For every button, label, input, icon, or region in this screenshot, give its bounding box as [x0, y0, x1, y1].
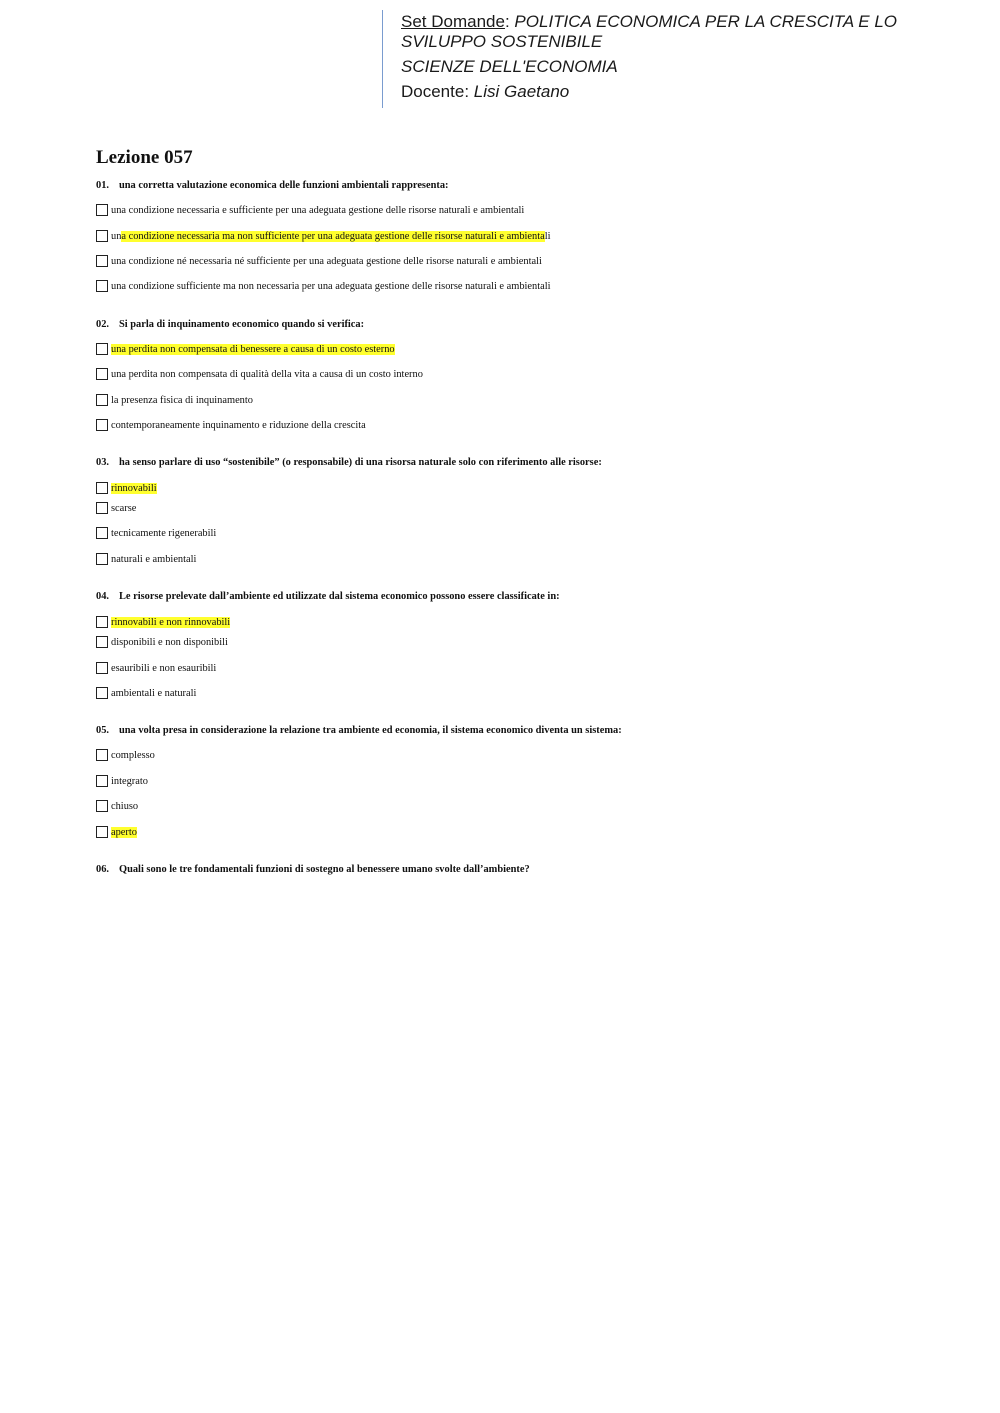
question-number: 02. — [96, 319, 109, 330]
teacher-label: Docente: — [401, 82, 470, 101]
option-highlighted-text: rinnovabili — [111, 482, 157, 494]
set-colon: : — [504, 12, 510, 31]
option-text: disponibili e non disponibili — [111, 636, 228, 648]
question-heading — [96, 864, 956, 875]
checkbox[interactable] — [96, 280, 108, 292]
checkbox[interactable] — [96, 553, 108, 565]
answer-option[interactable] — [96, 500, 136, 516]
checkbox[interactable] — [96, 687, 108, 699]
answer-option[interactable] — [96, 773, 148, 789]
checkbox[interactable] — [96, 800, 108, 812]
answer-option[interactable] — [96, 202, 524, 218]
checkbox[interactable] — [96, 527, 108, 539]
option-text: tecnicamente rigenerabili — [111, 527, 217, 539]
option-text: contemporaneamente inquinamento e riduzione della crescita — [111, 419, 366, 431]
answer-option[interactable] — [96, 685, 196, 701]
answer-option[interactable] — [96, 614, 230, 630]
answer-option[interactable] — [96, 634, 228, 650]
set-label: Set Domande — [401, 12, 505, 31]
option-text: chiuso — [111, 800, 139, 812]
question-text: Si parla di inquinamento economico quando si verifica: — [119, 319, 365, 330]
option-text: un — [111, 230, 122, 242]
answer-option[interactable] — [96, 824, 137, 840]
checkbox[interactable] — [96, 636, 108, 648]
option-text: esauribili e non esauribili — [111, 662, 217, 674]
question-text: Quali sono le tre fondamentali funzioni di sostegno al benessere umano svolte dall’ambiente? — [119, 864, 530, 875]
question-number: 01. — [96, 180, 109, 191]
checkbox[interactable] — [96, 204, 108, 216]
answer-option[interactable] — [96, 278, 551, 294]
checkbox[interactable] — [96, 419, 108, 431]
question-heading — [96, 180, 956, 191]
answer-option[interactable] — [96, 747, 155, 763]
question-text: ha senso parlare di uso “sostenibile” (o responsabile) di una risorsa naturale solo con riferimento alle risorse: — [119, 457, 602, 468]
option-text-suffix: li — [544, 230, 551, 242]
checkbox[interactable] — [96, 394, 108, 406]
checkbox[interactable] — [96, 343, 108, 355]
option-highlighted-text: a condizione necessaria ma non sufficiente per una adeguata gestione delle risorse naturali e ambienta — [121, 230, 545, 242]
document-header — [382, 10, 942, 108]
option-text: una perdita non compensata di qualità della vita a causa di un costo interno — [111, 368, 423, 380]
checkbox[interactable] — [96, 502, 108, 514]
question-number: 06. — [96, 864, 109, 875]
teacher-name: Lisi Gaetano — [473, 82, 570, 101]
answer-option[interactable] — [96, 366, 423, 382]
checkbox[interactable] — [96, 826, 108, 838]
answer-option[interactable] — [96, 798, 138, 814]
checkbox[interactable] — [96, 749, 108, 761]
question-text: Le risorse prelevate dall’ambiente ed utilizzate dal sistema economico possono essere classificate in: — [119, 591, 560, 602]
answer-option[interactable] — [96, 551, 196, 567]
question-heading — [96, 457, 956, 468]
answer-option[interactable] — [96, 228, 551, 244]
option-highlighted-text: una perdita non compensata di benessere a causa di un costo esterno — [111, 343, 395, 355]
course-title-line1: POLITICA ECONOMICA PER LA CRESCITA E LO — [514, 12, 897, 31]
answer-option[interactable] — [96, 341, 395, 357]
option-text: complesso — [111, 749, 155, 761]
checkbox[interactable] — [96, 482, 108, 494]
checkbox[interactable] — [96, 662, 108, 674]
checkbox[interactable] — [96, 616, 108, 628]
option-text: una condizione né necessaria né sufficiente per una adeguata gestione delle risorse naturali e ambientali — [111, 255, 542, 267]
answer-option[interactable] — [96, 660, 216, 676]
option-text: una condizione necessaria e sufficiente per una adeguata gestione delle risorse naturali e ambientali — [111, 204, 525, 216]
checkbox[interactable] — [96, 368, 108, 380]
answer-option[interactable] — [96, 417, 366, 433]
answer-option[interactable] — [96, 253, 542, 269]
question-text: una volta presa in considerazione la relazione tra ambiente ed economia, il sistema economico diventa un sistema: — [119, 725, 622, 736]
question-number: 03. — [96, 457, 109, 468]
option-text: integrato — [111, 775, 148, 787]
option-text: scarse — [111, 502, 137, 514]
answer-option[interactable] — [96, 525, 216, 541]
checkbox[interactable] — [96, 255, 108, 267]
option-highlighted-text: rinnovabili e non rinnovabili — [111, 616, 231, 628]
checkbox[interactable] — [96, 775, 108, 787]
question-heading — [96, 725, 956, 736]
course-line — [401, 10, 942, 52]
question-number: 04. — [96, 591, 109, 602]
option-highlighted-text: aperto — [111, 826, 137, 838]
option-text: naturali e ambientali — [111, 553, 197, 565]
question-number: 05. — [96, 725, 109, 736]
checkbox[interactable] — [96, 230, 108, 242]
question-heading — [96, 591, 956, 602]
question-text: una corretta valutazione economica delle funzioni ambientali rappresenta: — [119, 180, 449, 191]
option-text: ambientali e naturali — [111, 687, 197, 699]
option-text: la presenza fisica di inquinamento — [111, 394, 253, 406]
course-title-line2: SVILUPPO SOSTENIBILE — [401, 32, 603, 51]
answer-option[interactable] — [96, 392, 253, 408]
lesson-title: Lezione 057 — [96, 147, 193, 168]
faculty-name: SCIENZE DELL'ECONOMIA — [401, 57, 618, 76]
answer-option[interactable] — [96, 480, 157, 496]
option-text: una condizione sufficiente ma non necessaria per una adeguata gestione delle risorse naturali e ambientali — [111, 280, 551, 292]
question-heading — [96, 319, 956, 330]
